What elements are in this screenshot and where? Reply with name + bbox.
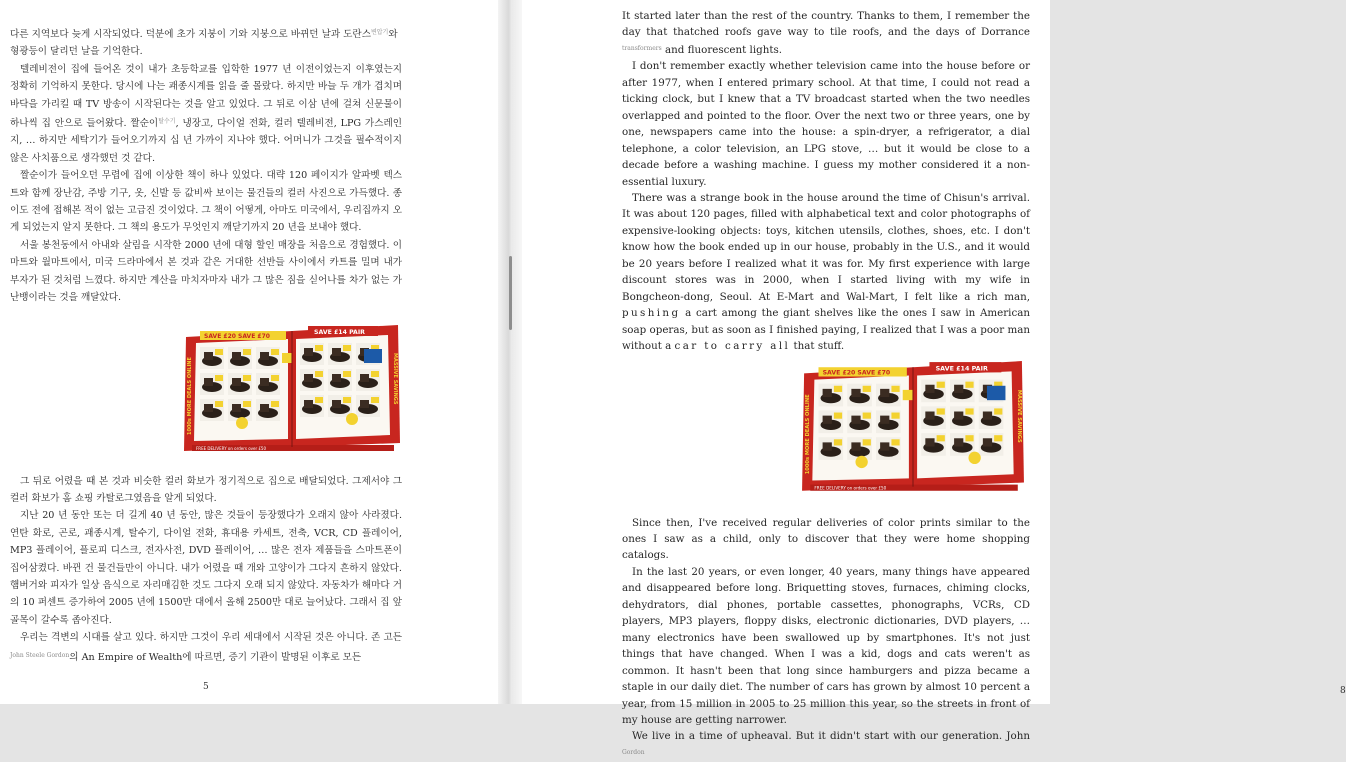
catalog-photo bbox=[800, 359, 1026, 499]
paragraph: 짤순이가 들어오던 무렵에 집에 이상한 책이 하나 있었다. 대략 120 페이지가 알파벳 텍스트와 함께 장난감, 주방 기구, 옷, 신발 등 값비싸 보이는 물건들의 컬러 사진으로 가득했다. 종이도 전에 접해본 적이 없는 고급진 것이었다. 그 책이 어떻게, 아마도 미국에서, 우리집까지 오게 되었는지 알지 못한다. 그 책의 용도가 무엇인지 깨닫기까지 20 년을 보내야 했다. bbox=[10, 170, 402, 234]
paragraph: In the last 20 years, or even longer, 40 years, many things have appeared and disappeared before long. Briquetting stoves, furnaces, chiming clocks, dehydrators, dial phones, portable cassettes, phonographs, VCRs, CD players, MP3 players, floppy disks, electronic dictionaries, DVD players, … many electronics have been swallowed up by smartphones. It's not just things that have changed. When I was a kid, dogs and cats weren't as common. It hasn't been that long since hamburgers and pizza became a staple in our daily diet. The number of cars has grown by almost 10 percent a year, from 15 million in 2005 to 25 million this year, so the streets in front of my house are getting narrower. bbox=[622, 565, 1030, 726]
left-page bbox=[0, 0, 498, 704]
paragraph: 텔레비전이 집에 들어온 것이 내가 초등학교를 입학한 1977 년 이전이었는지 이후였는지 정확히 기억하지 못한다. 당시에 나는 괘종시계를 읽을 줄 몰랐다. 하지만 바늘 두 개가 겹치며 바닥을 가리킬 때 TV 방송이 시작된다는 것을 알고 있었다. 그 뒤로 이삼 년에 걸쳐 신문물이 하나씩 집 안으로 들어왔다. 짤순이$^{탈수기}$, 냉장고, 다이얼 전화, 컬러 텔레비전, LPG 가스레인지, … 하지만 세탁기가 들어오기까지 십 년 가까이 지나야 했다. 어머니가 그것을 필수적이지 않은 사치품으로 생각했던 것 같다. bbox=[10, 63, 402, 164]
annotation-transformers: transformers bbox=[622, 44, 662, 52]
spaced-word: pushing bbox=[622, 307, 681, 320]
paragraph: 지난 20 년 동안 또는 더 길게 40 년 동안, 많은 것들이 등장했다가 오래지 않아 사라졌다. 연탄 화로, 곤로, 괘종시계, 탈수기, 다이얼 전화, 휴대용 카세트, 전축, VCR, CD 플레이어, MP3 플레이어, 플로피 디스크, 전자사전, DVD 플레이어, … 많은 전자 제품들을 스마트폰이 집어삼켰다. 바뀐 건 물건들만이 아니다. 내가 어렸을 때 개와 고양이가 그다지 흔하지 않았다. 햄버거와 피자가 일상 음식으로 자리매김한 것도 그다지 오래 되지 않았다. 자동차가 해마다 거의 10 퍼센트 증가하여 2005 년에 1500만 대에서 올해 2500만 대로 늘어났다. 그래서 집 앞 골목이 갈수록 좁아진다. bbox=[10, 510, 402, 626]
paragraph: Since then, I've received regular deliveries of color prints similar to the ones I saw as a child, only to discover that they were home shopping catalogs. bbox=[622, 516, 1030, 562]
catalog-photo bbox=[182, 323, 402, 459]
korean-text-bottom bbox=[10, 459, 402, 666]
paragraph: 우리는 격변의 시대를 살고 있다. 하지만 그것이 우리 세대에서 시작된 것은 아니다. 존 고든$^{John Steele Gordon}$의 An Empire of Wealth에 따르면, 증기 기관이 발명된 이후로 모든 bbox=[10, 632, 402, 663]
svg-text:SAVE £20 SAVE £70: SAVE £20 SAVE £70 bbox=[204, 332, 270, 340]
paragraph: It started later than the rest of the country. Thanks to them, I remember the day that thatched roofs gave way to tile roofs, and the days of Dorrance $^{transformers}$ and fluorescent lights. bbox=[622, 10, 1030, 56]
annotation-transformers: 변압기 bbox=[370, 29, 389, 36]
korean-text-top bbox=[10, 6, 402, 307]
paragraph: There was a strange book in the house around the time of Chisun's arrival. It was about 120 pages, filled with alphabetical text and color photographs of expensive-looking objects: toys, kitchen utensils, clothes, shoes, etc. I don't know how the book ended up in our house, probably in the U.S., and it would be 20 years before I realized what it was for. My first experience with large discount stores was in 2000, when I started living with my wife in Bongcheon-dong, Seoul. At E-Mart and Wal-Mart, I felt like a rich man, pushing a cart among the giant shelves like the ones I saw in American soap operas, but as soon as I finished paying, I realized that I was a poor man without a car to carry all that stuff. bbox=[622, 191, 1030, 353]
paragraph: 서울 봉천동에서 아내와 살림을 시작한 2000 년에 대형 할인 매장을 처음으로 경험했다. 이마트와 월마트에서, 미국 드라마에서 본 것과 같은 거대한 선반들 사이에서 카트를 밀며 내가 부자가 된 것처럼 느꼈다. 하지만 계산을 마치자마자 내가 그 많은 짐을 싣어나를 차가 없는 가난뱅이라는 것을 깨달았다. bbox=[10, 239, 402, 304]
svg-text:MASSIVE SAVINGS: MASSIVE SAVINGS bbox=[1015, 389, 1022, 443]
page-number: 5 bbox=[203, 682, 209, 692]
svg-text:1000s MORE DEALS ONLINE: 1000s MORE DEALS ONLINE bbox=[187, 356, 193, 435]
svg-text:SAVE £14 PAIR: SAVE £14 PAIR bbox=[935, 363, 988, 372]
paragraph: We live in a time of upheaval. But it didn't start with our generation. John $^{Gordon}$ bbox=[622, 730, 1030, 756]
paragraph: I don't remember exactly whether television came into the house before or after 1977, when I entered primary school. At that time, I could not read a ticking clock, but I knew that a TV broadcast started when the two needles overlapped and pointed to the floor. Over the next two or three years, one by one, newspapers came into the house: a spin-dryer, a refrigerator, a dial telephone, a color television, an LPG stove, … but it would be close to a decade before a washing machine. I guess my mother considered it a non-essential luxury. bbox=[622, 60, 1030, 188]
paragraph: 그 뒤로 어렸을 때 본 것과 비슷한 컬러 화보가 정기적으로 집으로 배달되었다. 그제서야 그 컬러 화보가 홈 쇼핑 카탈로그였음을 알게 되었다. bbox=[10, 475, 402, 504]
annotation-gordon: Gordon bbox=[622, 748, 645, 756]
scrollbar-thumb[interactable] bbox=[509, 256, 512, 330]
annotation-spindryer: 탈수기 bbox=[158, 118, 176, 126]
right-page bbox=[522, 0, 1346, 756]
svg-text:SAVE £14 PAIR: SAVE £14 PAIR bbox=[314, 328, 365, 336]
svg-text:FREE DELIVERY on orders over £: FREE DELIVERY on orders over £50 bbox=[196, 445, 267, 451]
svg-text:1000s MORE DEALS ONLINE: 1000s MORE DEALS ONLINE bbox=[805, 393, 812, 474]
annotation-gordon: John Steele Gordon bbox=[10, 651, 70, 659]
svg-text:SAVE £20 SAVE £70: SAVE £20 SAVE £70 bbox=[822, 368, 891, 376]
page-number: 8 bbox=[1340, 686, 1346, 696]
svg-text:FREE DELIVERY on orders over £: FREE DELIVERY on orders over £50 bbox=[814, 485, 887, 491]
english-text-top bbox=[622, 8, 1030, 355]
book-gutter bbox=[498, 0, 522, 704]
paragraph: 형광등이 달리던 날을 기억한다. bbox=[10, 46, 143, 58]
spaced-phrase: car to carry all bbox=[674, 340, 791, 353]
english-text-bottom bbox=[622, 499, 1030, 762]
svg-text:MASSIVE SAVINGS: MASSIVE SAVINGS bbox=[392, 352, 398, 404]
paragraph: 다른 지역보다 늦게 시작되었다. 덕분에 초가 지붕이 기와 지붕으로 바뀌던 날과 도란스$^{변압기}$와 bbox=[10, 29, 398, 40]
